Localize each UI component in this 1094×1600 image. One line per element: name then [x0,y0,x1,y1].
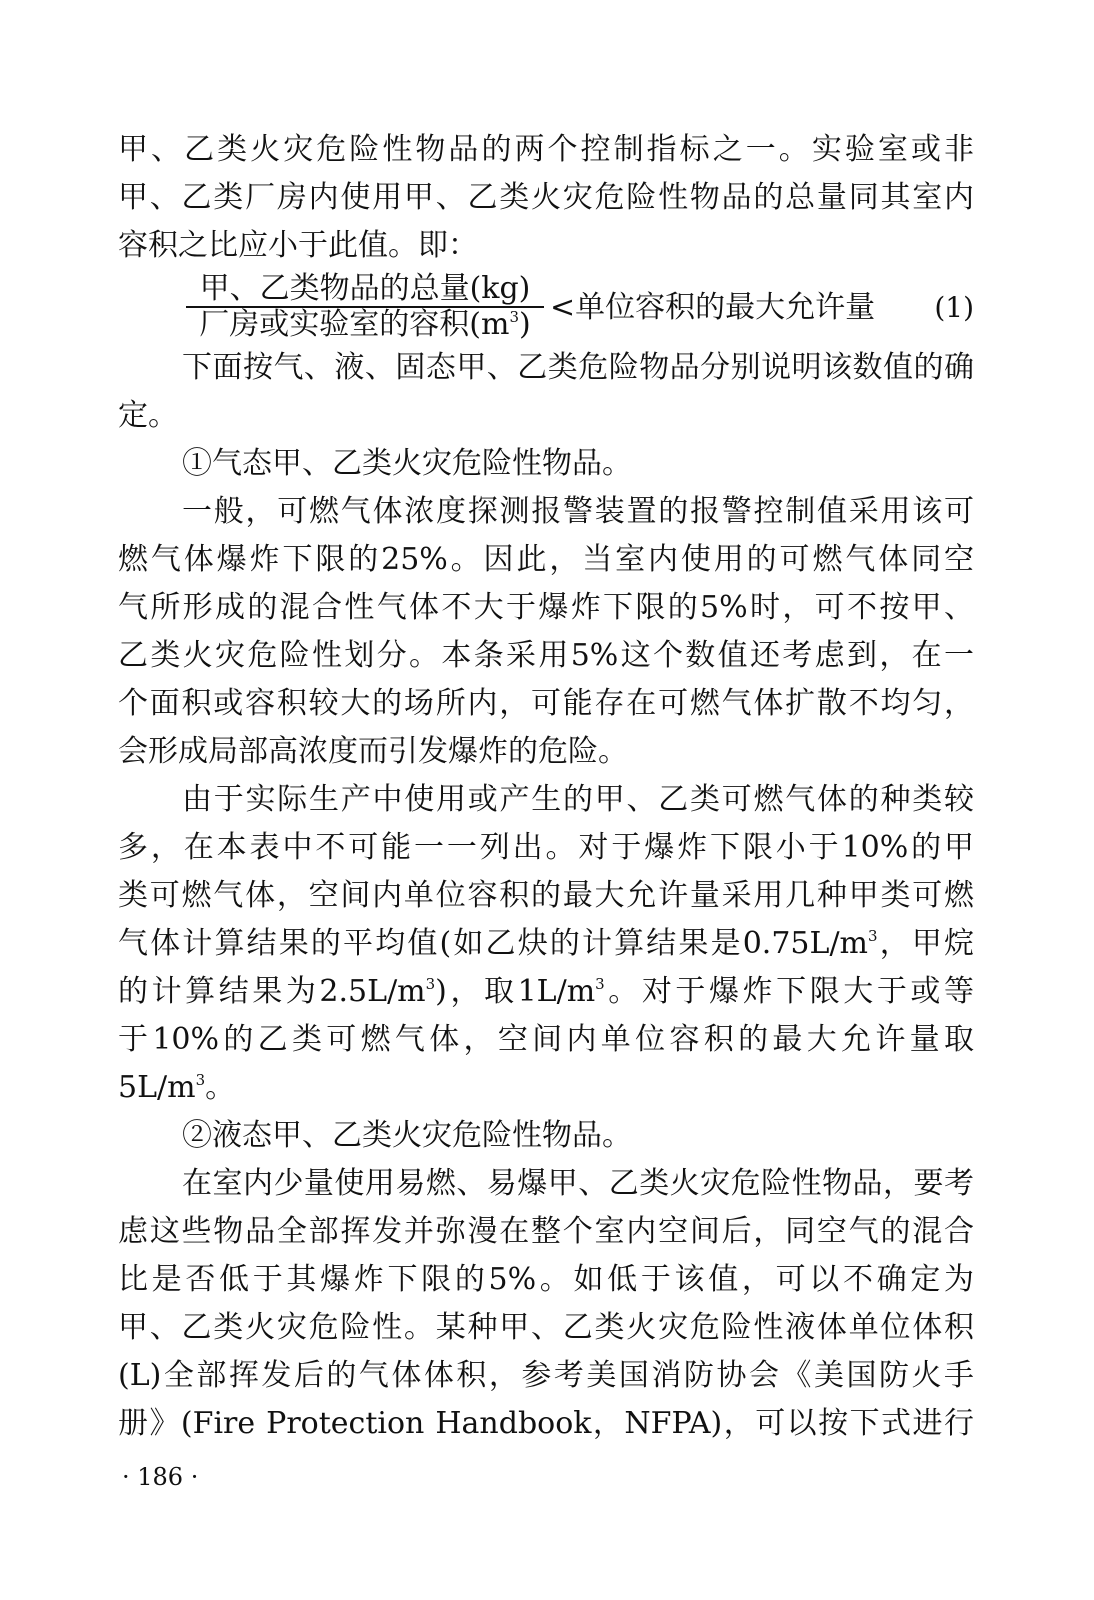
superscript: 3 [425,975,436,993]
denominator-close: ) [518,307,531,342]
text-line: 多，在本表中不可能一一列出。对于爆炸下限小于10%的甲 [118,830,974,865]
text-line: 由于实际生产中使用或产生的甲、乙类可燃气体的种类较 [182,782,974,817]
text-line: 比是否低于其爆炸下限的5%。如低于该值，可以不确定为 [118,1262,974,1297]
text-segment: 。对于爆炸下限大于或等 [604,974,974,1009]
text-line [118,968,974,1016]
text-line: (L)全部挥发后的气体体积，参考美国消防协会《美国防火手 [118,1358,974,1393]
text-line: 容积之比应小于此值。即： [118,228,478,263]
formula-numerator: 甲、乙类物品的总量(kg) [199,271,531,306]
section-heading: ②液态甲、乙类火灾危险性物品。 [182,1118,632,1153]
text-line [118,920,974,968]
text-line: 一般，可燃气体浓度探测报警装置的报警控制值采用该可 [182,494,974,529]
superscript: 3 [868,927,878,945]
formula [118,272,974,344]
denominator-text: 厂房或实验室的容积(m [199,307,510,342]
text-line: 甲、乙类火灾危险性。某种甲、乙类火灾危险性液体单位体积 [118,1310,974,1345]
formula-denominator [186,308,544,342]
text-segment: )，取1L/m [435,974,596,1009]
superscript: 3 [195,1071,206,1089]
text-line: 册》(Fire Protection Handbook，NFPA)，可以按下式进行 [118,1406,974,1441]
text-line: 类可燃气体，空间内单位容积的最大允许量采用几种甲类可燃 [118,878,974,913]
text-line: 燃气体爆炸下限的25%。因此，当室内使用的可燃气体同空 [118,542,974,577]
text-line: 乙类火灾危险性划分。本条采用5%这个数值还考虑到，在一 [118,638,974,673]
text-line: 气所形成的混合性气体不大于爆炸下限的5%时，可不按甲、 [118,590,974,625]
formula-fraction [186,272,544,342]
page-number: · 186 · [122,1463,199,1491]
text-line [118,1064,974,1112]
page-body [118,126,974,1448]
superscript: 3 [509,308,519,326]
formula-relation: <单位容积的最大允许量 [550,290,876,325]
text-line: 于10%的乙类可燃气体，空间内单位容积的最大允许量取 [118,1022,974,1057]
equation-number: (1) [934,291,974,324]
text-line: 虑这些物品全部挥发并弥漫在整个室内空间后，同空气的混合 [118,1214,974,1249]
text-segment: 气体计算结果的平均值(如乙炔的计算结果是0.75L/m [118,926,868,961]
text-line: 会形成局部高浓度而引发爆炸的危险。 [118,734,628,769]
text-line: 在室内少量使用易燃、易爆甲、乙类火灾危险性物品，要考 [182,1166,974,1201]
text-line: 甲、乙类厂房内使用甲、乙类火灾危险性物品的总量同其室内 [118,180,974,215]
text-line: 个面积或容积较大的场所内，可能存在可燃气体扩散不均匀， [118,686,974,721]
text-segment: 的计算结果为2.5L/m [118,974,426,1009]
section-heading: ①气态甲、乙类火灾危险性物品。 [182,446,632,481]
text-line: 定。 [118,398,178,433]
superscript: 3 [595,975,605,993]
text-line: 下面按气、液、固态甲、乙类危险物品分别说明该数值的确 [182,350,974,385]
text-line: 甲、乙类火灾危险性物品的两个控制指标之一。实验室或非 [118,132,974,167]
text-segment: 5L/m [118,1070,196,1105]
text-segment: ，甲烷 [877,926,974,961]
text-segment: 。 [205,1070,236,1105]
